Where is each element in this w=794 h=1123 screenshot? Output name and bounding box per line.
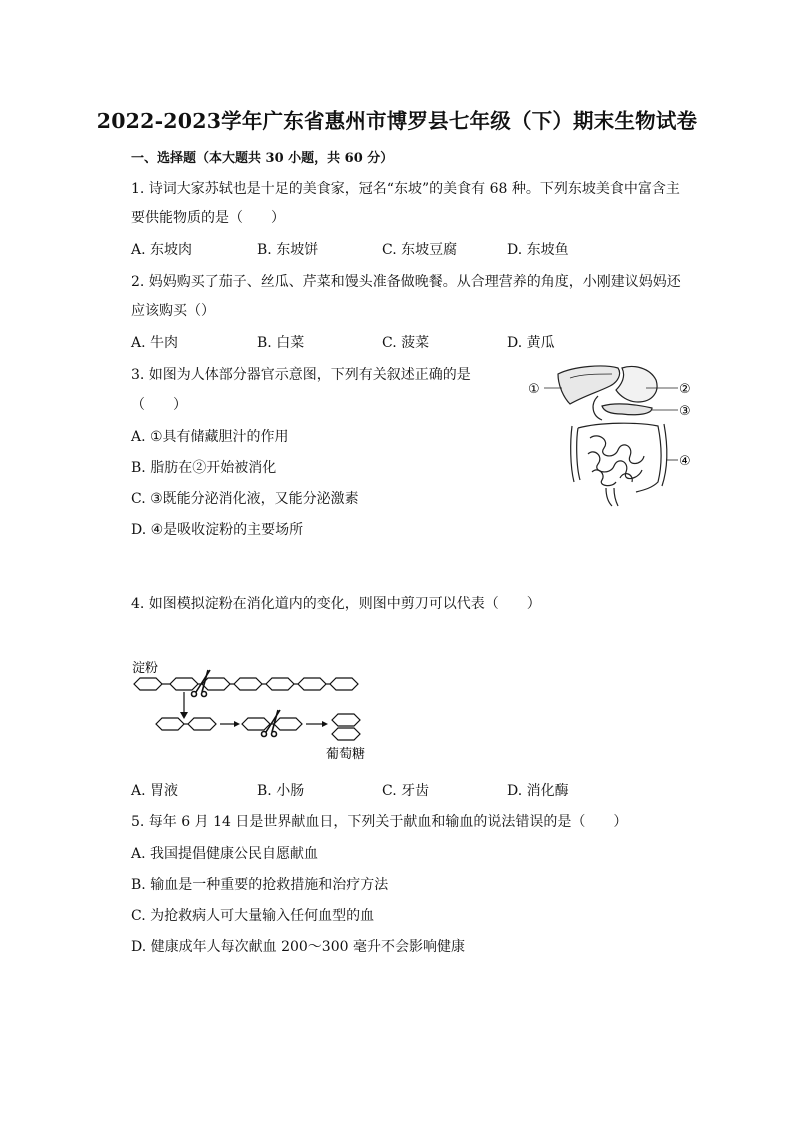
question-2-stem-line-1: 2. 妈妈购买了茄子、丝瓜、芹菜和馒头准备做晚餐。从合理营养的角度，小刚建议妈妈还 — [131, 274, 681, 290]
question-5-option-a: A. 我国提倡健康公民自愿献血 — [131, 846, 319, 862]
question-4-option-a: A. 胃液 — [131, 783, 179, 799]
page-title: 2022-2023学年广东省惠州市博罗县七年级（下）期末生物试卷 — [96, 109, 698, 133]
question-1-option-d: D. 东坡鱼 — [507, 242, 569, 258]
question-2-option-d: D. 黄瓜 — [507, 335, 555, 351]
organ-label-1: ① — [528, 382, 540, 397]
glucose-label: 葡萄糖 — [326, 747, 366, 762]
question-5-option-c: C. 为抢救病人可大量输入任何血型的血 — [131, 908, 375, 924]
question-3-stem-line-2: （ ） — [131, 397, 187, 413]
starch-digestion-figure — [130, 656, 390, 766]
question-3-option-b: B. 脂肪在②开始被消化 — [131, 460, 277, 476]
question-3-option-d: D. ④是吸收淀粉的主要场所 — [131, 522, 304, 538]
question-4-option-b: B. 小肠 — [257, 783, 305, 799]
question-2-option-a: A. 牛肉 — [131, 335, 179, 351]
question-5-option-d: D. 健康成年人每次献血 200～300 毫升不会影响健康 — [131, 939, 465, 955]
question-1-option-b: B. 东坡饼 — [257, 242, 319, 258]
organ-label-3: ③ — [679, 404, 691, 419]
section-heading: 一、选择题（本大题共 30 小题，共 60 分） — [131, 151, 394, 166]
question-2-option-c: C. 菠菜 — [382, 335, 430, 351]
question-4-stem: 4. 如图模拟淀粉在消化道内的变化，则图中剪刀可以代表（ ） — [131, 596, 541, 612]
question-4-option-c: C. 牙齿 — [382, 783, 430, 799]
question-2-option-b: B. 白菜 — [257, 335, 305, 351]
question-3-option-c: C. ③既能分泌消化液，又能分泌激素 — [131, 491, 359, 507]
question-3-stem-line-1: 3. 如图为人体部分器官示意图，下列有关叙述正确的是 — [131, 367, 471, 383]
question-1-stem-line-1: 1. 诗词大家苏轼也是十足的美食家，冠名“东坡”的美食有 68 种。下列东坡美食中富含主 — [131, 181, 680, 197]
question-1-stem-line-2: 要供能物质的是（ ） — [131, 210, 285, 226]
question-2-stem-line-2: 应该购买（） — [131, 303, 215, 319]
question-1-option-a: A. 东坡肉 — [131, 242, 193, 258]
question-5-option-b: B. 输血是一种重要的抢救措施和治疗方法 — [131, 877, 389, 893]
organ-label-2: ② — [679, 382, 691, 397]
organ-label-4: ④ — [679, 454, 691, 469]
question-3-option-a: A. ①具有储藏胆汁的作用 — [131, 429, 289, 445]
question-4-option-d: D. 消化酶 — [507, 783, 569, 799]
starch-label: 淀粉 — [132, 661, 159, 676]
question-5-stem: 5. 每年 6 月 14 日是世界献血日，下列关于献血和输血的说法错误的是（ ） — [131, 814, 628, 830]
digestive-organs-figure — [526, 362, 706, 508]
question-1-option-c: C. 东坡豆腐 — [382, 242, 458, 258]
